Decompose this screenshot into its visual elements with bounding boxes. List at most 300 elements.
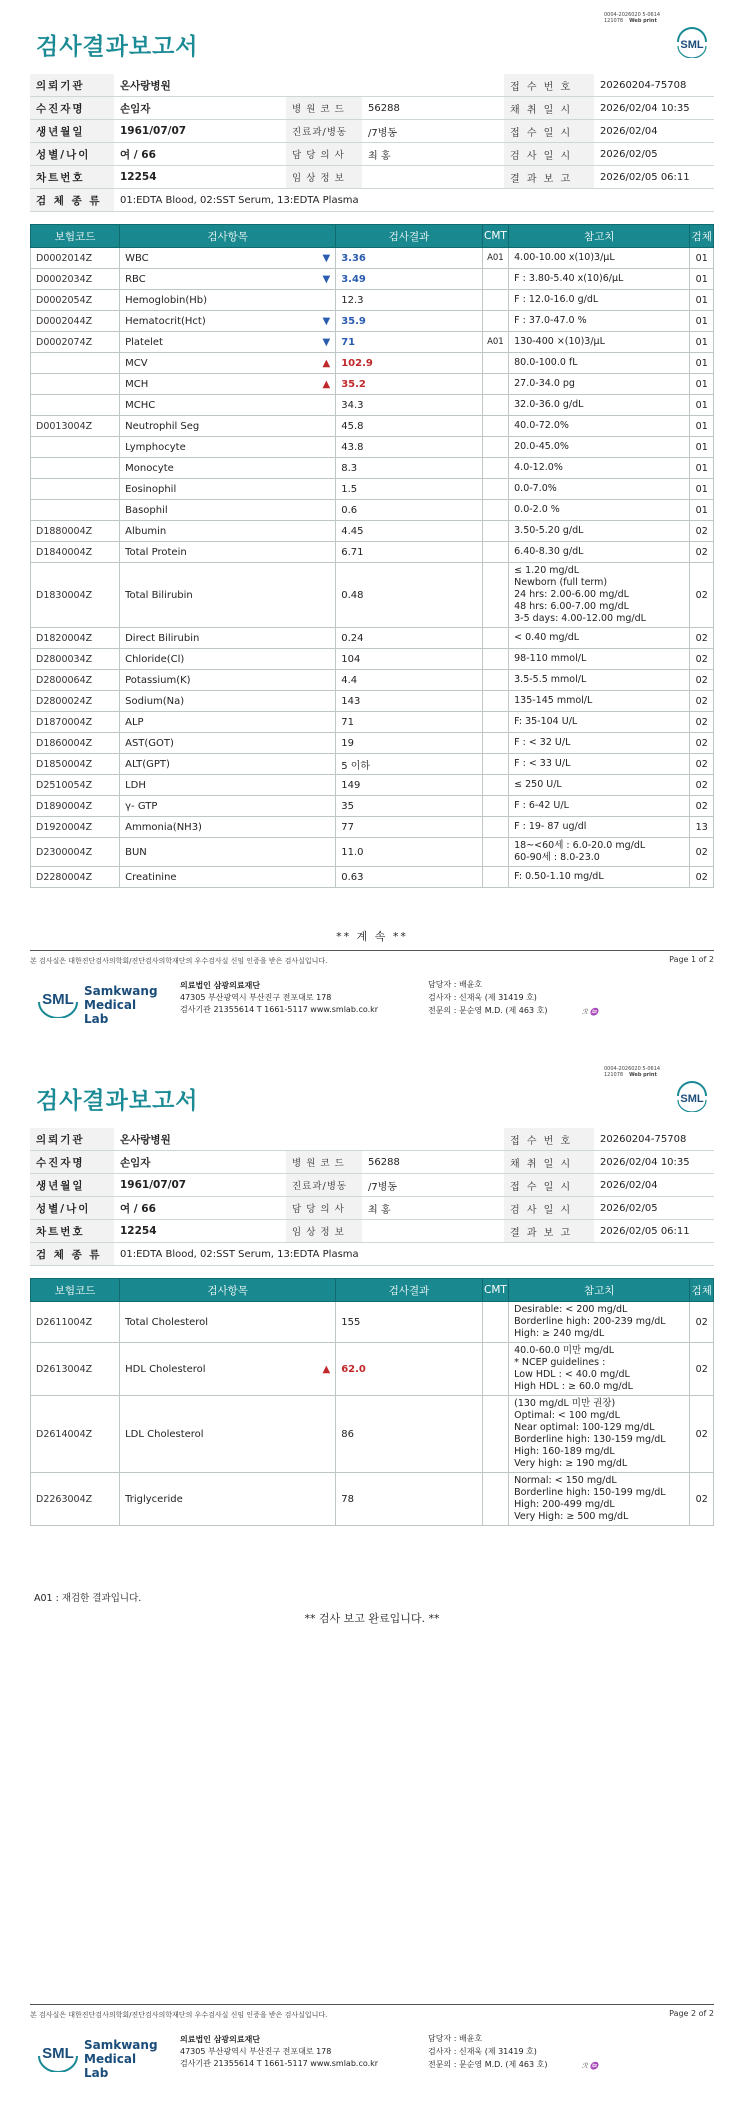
hospital-label: 의뢰기관 xyxy=(30,74,114,97)
sample-type: 02 xyxy=(690,775,714,796)
specimen-value: 01:EDTA Blood, 02:SST Serum, 13:EDTA Plasma xyxy=(114,1243,714,1266)
sex-age-label: 성별/나이 xyxy=(30,143,114,166)
test-item-cell xyxy=(120,1473,336,1526)
print-code: 0004-2026020 5-0614 121078 Web print xyxy=(604,12,661,24)
sample-type: 01 xyxy=(690,374,714,395)
sample-type: 01 xyxy=(690,458,714,479)
table-row xyxy=(31,479,714,500)
test-item-name: Total Protein xyxy=(125,546,187,558)
high-flag-icon: ▲ xyxy=(322,1363,331,1375)
test-item-cell xyxy=(120,542,336,563)
specimen-label: 검 체 종 류 xyxy=(30,1243,114,1266)
comment-code: A01 xyxy=(482,248,508,269)
test-item-name: Chloride(Cl) xyxy=(125,653,185,665)
test-item-name: Creatinine xyxy=(125,871,177,883)
sex-age-value: 여 / 66 xyxy=(114,143,286,166)
test-item-cell xyxy=(120,563,336,628)
insurance-code: D2611004Z xyxy=(31,1302,120,1343)
sample-type: 01 xyxy=(690,416,714,437)
insurance-code xyxy=(31,458,120,479)
reference-range xyxy=(509,563,690,628)
svg-text:SML: SML xyxy=(680,1093,704,1105)
hospital-label: 의뢰기관 xyxy=(30,1128,114,1151)
page-number: Page 1 of 2 xyxy=(669,955,714,964)
test-item-cell xyxy=(120,290,336,311)
table-row xyxy=(31,867,714,888)
print-code: 0004-2026020 5-0614 121078 Web print xyxy=(604,1066,661,1078)
report-page-2 xyxy=(0,1054,744,2104)
report-title: 검사결과보고서 xyxy=(36,1088,199,1114)
insurance-code: D0002054Z xyxy=(31,290,120,311)
test-item-cell xyxy=(120,649,336,670)
table-row xyxy=(31,628,714,649)
receipt-no-value: 20260204-75708 xyxy=(594,74,714,97)
test-date-label: 검 사 일 시 xyxy=(504,143,594,166)
reference-line: Near optimal: 100-129 mg/dL xyxy=(514,1422,655,1433)
name-value: 손임자 xyxy=(114,1151,286,1174)
test-result: 12.3 xyxy=(336,290,482,311)
signature: ℛ ♒ xyxy=(582,1008,599,1016)
insurance-code: D1830004Z xyxy=(31,563,120,628)
insurance-code: D2800064Z xyxy=(31,670,120,691)
table-row xyxy=(31,458,714,479)
reference-line: 60-90세 : 8.0-23.0 xyxy=(514,852,600,863)
reference-range xyxy=(509,1473,690,1526)
dept-label: 진료과/병동 xyxy=(286,120,362,143)
sample-type: 01 xyxy=(690,437,714,458)
reference-range xyxy=(509,1343,690,1396)
test-result: 45.8 xyxy=(336,416,482,437)
test-item-cell xyxy=(120,1396,336,1473)
reference-range: 27.0-34.0 pg xyxy=(509,374,690,395)
insurance-code: D2510054Z xyxy=(31,775,120,796)
test-result: 71 xyxy=(336,332,482,353)
reference-line: Normal: < 150 mg/dL xyxy=(514,1475,617,1486)
sample-type: 02 xyxy=(690,1343,714,1396)
test-item-name: Neutrophil Seg xyxy=(125,420,200,432)
table-row xyxy=(31,838,714,867)
table-row xyxy=(31,395,714,416)
chart-value: 12254 xyxy=(114,166,286,189)
sample-type: 02 xyxy=(690,1396,714,1473)
reference-line: Optimal: < 100 mg/dL xyxy=(514,1410,620,1421)
table-row xyxy=(31,311,714,332)
hospital-code-value: 56288 xyxy=(362,1151,504,1174)
doctor-value: 최 홍 xyxy=(362,1197,504,1220)
test-item-name: Direct Bilirubin xyxy=(125,632,200,644)
insurance-code: D1920004Z xyxy=(31,817,120,838)
specimen-label: 검 체 종 류 xyxy=(30,189,114,212)
test-item-cell xyxy=(120,395,336,416)
insurance-code: D2800024Z xyxy=(31,691,120,712)
test-item-cell xyxy=(120,374,336,395)
test-item-name: Sodium(Na) xyxy=(125,695,185,707)
test-date-label: 검 사 일 시 xyxy=(504,1197,594,1220)
test-item-cell xyxy=(120,712,336,733)
table-row xyxy=(31,1343,714,1396)
table-row xyxy=(31,775,714,796)
svg-text:SML: SML xyxy=(42,991,74,1008)
test-result: 11.0 xyxy=(336,838,482,867)
receive-value: 2026/02/04 xyxy=(594,120,714,143)
svg-text:SML: SML xyxy=(680,39,704,51)
comment-code xyxy=(482,269,508,290)
test-item-name: ALT(GPT) xyxy=(125,758,170,770)
test-item-name: Platelet xyxy=(125,336,163,348)
sample-type: 02 xyxy=(690,649,714,670)
reference-line: Borderline high: 200-239 mg/dL xyxy=(514,1316,666,1327)
samkwang-logo: SML Samkwang Medical Lab xyxy=(36,2032,146,2074)
sample-type: 01 xyxy=(690,290,714,311)
hospital-code-label: 병 원 코 드 xyxy=(286,1151,362,1174)
certification-text: 본 검사실은 대한진단검사의학회/진단검사의학재단의 우수검사실 신임 인증을 받은 검사실입니다. xyxy=(30,2011,328,2019)
col-header-result: 검사결과 xyxy=(336,1279,482,1302)
test-item-cell xyxy=(120,437,336,458)
table-row xyxy=(31,269,714,290)
reference-range: 0.0-2.0 % xyxy=(509,500,690,521)
insurance-code: D1870004Z xyxy=(31,712,120,733)
reference-line: 18~<60세 : 6.0-20.0 mg/dL xyxy=(514,840,646,851)
test-item-name: ALP xyxy=(125,716,144,728)
report-complete-text: ** 검사 보고 완료입니다. ** xyxy=(304,1612,440,1625)
test-item-name: Hemoglobin(Hb) xyxy=(125,294,208,306)
sml-logo xyxy=(674,1080,710,1112)
insurance-code xyxy=(31,353,120,374)
organization-info: 의료법인 삼광의료재단 47305 부산광역시 부산진구 전포대로 178 검사기관 21355614 T 1661-5117 www.smlab.co.kr xyxy=(180,981,379,1014)
reference-line: High HDL : ≥ 60.0 mg/dL xyxy=(514,1381,633,1392)
sample-type: 02 xyxy=(690,712,714,733)
reference-range: 4.00-10.00 x(10)3/μL xyxy=(509,248,690,269)
doctor-value: 최 홍 xyxy=(362,143,504,166)
col-header-cmt: CMT xyxy=(482,225,508,248)
comment-code xyxy=(482,1302,508,1343)
sex-age-label: 성별/나이 xyxy=(30,1197,114,1220)
sample-type: 01 xyxy=(690,269,714,290)
receive-label: 접 수 일 시 xyxy=(504,1174,594,1197)
clinical-label: 임 상 정 보 xyxy=(286,1220,362,1243)
collect-value: 2026/02/04 10:35 xyxy=(594,1151,714,1174)
sample-type: 02 xyxy=(690,628,714,649)
comment-code xyxy=(482,649,508,670)
comment-code xyxy=(482,1473,508,1526)
reference-range: F : 19- 87 ug/dl xyxy=(509,817,690,838)
chart-value: 12254 xyxy=(114,1220,286,1243)
comment-code xyxy=(482,458,508,479)
patient-info-table xyxy=(30,74,714,212)
test-item-cell xyxy=(120,416,336,437)
insurance-code: D0002034Z xyxy=(31,269,120,290)
insurance-code xyxy=(31,479,120,500)
doctor-label: 담 당 의 사 xyxy=(286,143,362,166)
comment-code xyxy=(482,1343,508,1396)
test-item-name: AST(GOT) xyxy=(125,737,174,749)
receive-label: 접 수 일 시 xyxy=(504,120,594,143)
reference-line: 24 hrs: 2.00-6.00 mg/dL xyxy=(514,589,629,600)
report-value: 2026/02/05 06:11 xyxy=(594,1220,714,1243)
receipt-no-label: 접 수 번 호 xyxy=(504,74,594,97)
insurance-code: D2800034Z xyxy=(31,649,120,670)
sample-type: 02 xyxy=(690,542,714,563)
test-item-cell xyxy=(120,521,336,542)
collect-value: 2026/02/04 10:35 xyxy=(594,97,714,120)
chart-label: 차트번호 xyxy=(30,166,114,189)
sample-type: 02 xyxy=(690,670,714,691)
results-table xyxy=(30,224,714,888)
doctor-label: 담 당 의 사 xyxy=(286,1197,362,1220)
table-row xyxy=(31,353,714,374)
collect-label: 채 취 일 시 xyxy=(504,97,594,120)
reference-line: * NCEP guidelines : xyxy=(514,1357,606,1368)
insurance-code xyxy=(31,395,120,416)
reference-range: ≤ 250 U/L xyxy=(509,775,690,796)
comment-code xyxy=(482,628,508,649)
comment-code xyxy=(482,754,508,775)
comment-code xyxy=(482,395,508,416)
table-row xyxy=(31,416,714,437)
sml-logo-icon xyxy=(36,2036,80,2072)
organization-info: 의료법인 삼광의료재단 47305 부산광역시 부산진구 전포대로 178 검사기관 21355614 T 1661-5117 www.smlab.co.kr xyxy=(180,2035,379,2068)
test-result: 19 xyxy=(336,733,482,754)
dob-value: 1961/07/07 xyxy=(114,120,286,143)
reference-range: 3.50-5.20 g/dL xyxy=(509,521,690,542)
reference-range: 130-400 ×(10)3/μL xyxy=(509,332,690,353)
sex-age-value: 여 / 66 xyxy=(114,1197,286,1220)
dob-label: 생년월일 xyxy=(30,120,114,143)
reference-range: 80.0-100.0 fL xyxy=(509,353,690,374)
test-result: 0.63 xyxy=(336,867,482,888)
test-result: 102.9 xyxy=(336,353,482,374)
comment-code xyxy=(482,500,508,521)
table-row xyxy=(31,1396,714,1473)
col-header-ref: 참고치 xyxy=(509,225,690,248)
comment-code xyxy=(482,817,508,838)
sample-type: 01 xyxy=(690,395,714,416)
reference-line: Newborn (full term) xyxy=(514,577,608,588)
certification-text: 본 검사실은 대한진단검사의학회/진단검사의학재단의 우수검사실 신임 인증을 받은 검사실입니다. xyxy=(30,957,328,965)
sample-type: 02 xyxy=(690,691,714,712)
reference-range: F : 3.80-5.40 x(10)6/μL xyxy=(509,269,690,290)
sample-type: 13 xyxy=(690,817,714,838)
sample-type: 01 xyxy=(690,479,714,500)
comment-code xyxy=(482,838,508,867)
reference-line: High: 200-499 mg/dL xyxy=(514,1499,615,1510)
reference-range: 135-145 mmol/L xyxy=(509,691,690,712)
sample-type: 02 xyxy=(690,754,714,775)
footer-divider xyxy=(30,2004,714,2005)
reference-range: 0.0-7.0% xyxy=(509,479,690,500)
reference-line: 3-5 days: 4.00-12.00 mg/dL xyxy=(514,613,646,624)
test-item-name: Hematocrit(Hct) xyxy=(125,315,206,327)
test-result: 8.3 xyxy=(336,458,482,479)
table-row xyxy=(31,563,714,628)
test-item-cell xyxy=(120,838,336,867)
patient-info-table xyxy=(30,1128,714,1266)
footer-divider xyxy=(30,950,714,951)
insurance-code: D1860004Z xyxy=(31,733,120,754)
col-header-cmt: CMT xyxy=(482,1279,508,1302)
test-result: 149 xyxy=(336,775,482,796)
reference-line: Desirable: < 200 mg/dL xyxy=(514,1304,628,1315)
reference-range: F : < 32 U/L xyxy=(509,733,690,754)
dob-value: 1961/07/07 xyxy=(114,1174,286,1197)
test-item-cell xyxy=(120,754,336,775)
svg-text:SML: SML xyxy=(42,2045,74,2062)
table-row xyxy=(31,733,714,754)
insurance-code: D1850004Z xyxy=(31,754,120,775)
test-result: 6.71 xyxy=(336,542,482,563)
test-result: 35.2 xyxy=(336,374,482,395)
col-header-code: 보험코드 xyxy=(31,1279,120,1302)
test-item-name: γ- GTP xyxy=(125,800,158,812)
name-label: 수진자명 xyxy=(30,97,114,120)
reference-line: Very high: ≥ 190 mg/dL xyxy=(514,1458,628,1469)
test-item-cell xyxy=(120,332,336,353)
test-date-value: 2026/02/05 xyxy=(594,143,714,166)
table-row xyxy=(31,649,714,670)
staff-info: 담당자 : 배윤호 검사자 : 신재욱 (제 31419 호) 전문의 : 문순영 M.D. (제 463 호) xyxy=(428,980,548,1015)
test-result: 43.8 xyxy=(336,437,482,458)
reference-range: F: 35-104 U/L xyxy=(509,712,690,733)
test-item-cell xyxy=(120,1302,336,1343)
insurance-code: D1890004Z xyxy=(31,796,120,817)
test-result: 0.48 xyxy=(336,563,482,628)
comment-code xyxy=(482,867,508,888)
low-flag-icon: ▼ xyxy=(322,336,331,348)
hospital-code-label: 병 원 코 드 xyxy=(286,97,362,120)
page-number: Page 2 of 2 xyxy=(669,2009,714,2018)
report-label: 결 과 보 고 xyxy=(504,166,594,189)
reference-range: F : < 33 U/L xyxy=(509,754,690,775)
comment-code xyxy=(482,479,508,500)
table-row xyxy=(31,332,714,353)
test-item-name: Ammonia(NH3) xyxy=(125,821,202,833)
sample-type: 01 xyxy=(690,353,714,374)
reference-range: F : 37.0-47.0 % xyxy=(509,311,690,332)
comment-code xyxy=(482,712,508,733)
reference-line: Borderline high: 150-199 mg/dL xyxy=(514,1487,666,1498)
high-flag-icon: ▲ xyxy=(322,378,331,390)
sample-type: 01 xyxy=(690,248,714,269)
test-item-cell xyxy=(120,269,336,290)
sample-type: 02 xyxy=(690,563,714,628)
test-item-cell xyxy=(120,817,336,838)
comment-code xyxy=(482,311,508,332)
name-value: 손임자 xyxy=(114,97,286,120)
test-result: 86 xyxy=(336,1396,482,1473)
table-row xyxy=(31,374,714,395)
table-row xyxy=(31,248,714,269)
clinical-value xyxy=(362,1220,504,1243)
col-header-sample: 검체 xyxy=(690,1279,714,1302)
sample-type: 02 xyxy=(690,796,714,817)
low-flag-icon: ▼ xyxy=(322,273,331,285)
test-item-name: Albumin xyxy=(125,525,167,537)
table-row xyxy=(31,1302,714,1343)
test-item-cell xyxy=(120,691,336,712)
collect-label: 채 취 일 시 xyxy=(504,1151,594,1174)
note-text: A01 : 재검한 결과입니다. xyxy=(34,1593,142,1604)
reference-range: F : 12.0-16.0 g/dL xyxy=(509,290,690,311)
test-item-name: LDH xyxy=(125,779,146,791)
test-item-name: MCH xyxy=(125,378,149,390)
table-row xyxy=(31,670,714,691)
col-header-item: 검사항목 xyxy=(120,225,336,248)
insurance-code: D2613004Z xyxy=(31,1343,120,1396)
table-row xyxy=(31,712,714,733)
insurance-code: D0002074Z xyxy=(31,332,120,353)
test-result: 71 xyxy=(336,712,482,733)
specimen-value: 01:EDTA Blood, 02:SST Serum, 13:EDTA Plasma xyxy=(114,189,714,212)
signature: ℛ ♒ xyxy=(582,2062,599,2070)
test-result: 35.9 xyxy=(336,311,482,332)
test-item-name: Lymphocyte xyxy=(125,441,186,453)
sample-type: 02 xyxy=(690,838,714,867)
sample-type: 02 xyxy=(690,1302,714,1343)
chart-label: 차트번호 xyxy=(30,1220,114,1243)
table-row xyxy=(31,521,714,542)
reference-range: 6.40-8.30 g/dL xyxy=(509,542,690,563)
test-item-cell xyxy=(120,775,336,796)
reference-line: High: 160-189 mg/dL xyxy=(514,1446,615,1457)
test-item-name: LDL Cholesterol xyxy=(125,1428,204,1440)
table-row xyxy=(31,290,714,311)
col-header-ref: 참고치 xyxy=(509,1279,690,1302)
test-item-cell xyxy=(120,248,336,269)
comment-code xyxy=(482,437,508,458)
reference-range: 20.0-45.0% xyxy=(509,437,690,458)
sample-type: 02 xyxy=(690,867,714,888)
reference-range: 40.0-72.0% xyxy=(509,416,690,437)
comment-code: A01 xyxy=(482,332,508,353)
test-result: 35 xyxy=(336,796,482,817)
test-result: 34.3 xyxy=(336,395,482,416)
test-item-name: Total Cholesterol xyxy=(125,1316,209,1328)
test-item-name: Eosinophil xyxy=(125,483,177,495)
clinical-value xyxy=(362,166,504,189)
insurance-code: D1880004Z xyxy=(31,521,120,542)
comment-code xyxy=(482,563,508,628)
test-item-cell xyxy=(120,353,336,374)
test-item-name: Potassium(K) xyxy=(125,674,191,686)
dept-value: /7병동 xyxy=(362,120,504,143)
comment-code xyxy=(482,521,508,542)
comment-code xyxy=(482,374,508,395)
test-item-cell xyxy=(120,1343,336,1396)
insurance-code: D0002044Z xyxy=(31,311,120,332)
continue-text: ** 계 속 ** xyxy=(336,930,408,943)
reference-line: Very High: ≥ 500 mg/dL xyxy=(514,1511,629,1522)
table-row xyxy=(31,796,714,817)
test-result: 0.24 xyxy=(336,628,482,649)
test-item-cell xyxy=(120,733,336,754)
reference-range: 3.5-5.5 mmol/L xyxy=(509,670,690,691)
test-item-cell xyxy=(120,500,336,521)
reference-line: (130 mg/dL 미만 권장) xyxy=(514,1398,616,1409)
receipt-no-label: 접 수 번 호 xyxy=(504,1128,594,1151)
test-item-name: WBC xyxy=(125,252,149,264)
reference-range xyxy=(509,1302,690,1343)
sample-type: 02 xyxy=(690,1473,714,1526)
hospital-value: 온사랑병원 xyxy=(114,1128,504,1151)
receive-value: 2026/02/04 xyxy=(594,1174,714,1197)
insurance-code: D1820004Z xyxy=(31,628,120,649)
test-item-name: Basophil xyxy=(125,504,168,516)
comment-code xyxy=(482,416,508,437)
comment-code xyxy=(482,796,508,817)
insurance-code: D2614004Z xyxy=(31,1396,120,1473)
report-label: 결 과 보 고 xyxy=(504,1220,594,1243)
reference-range: 32.0-36.0 g/dL xyxy=(509,395,690,416)
